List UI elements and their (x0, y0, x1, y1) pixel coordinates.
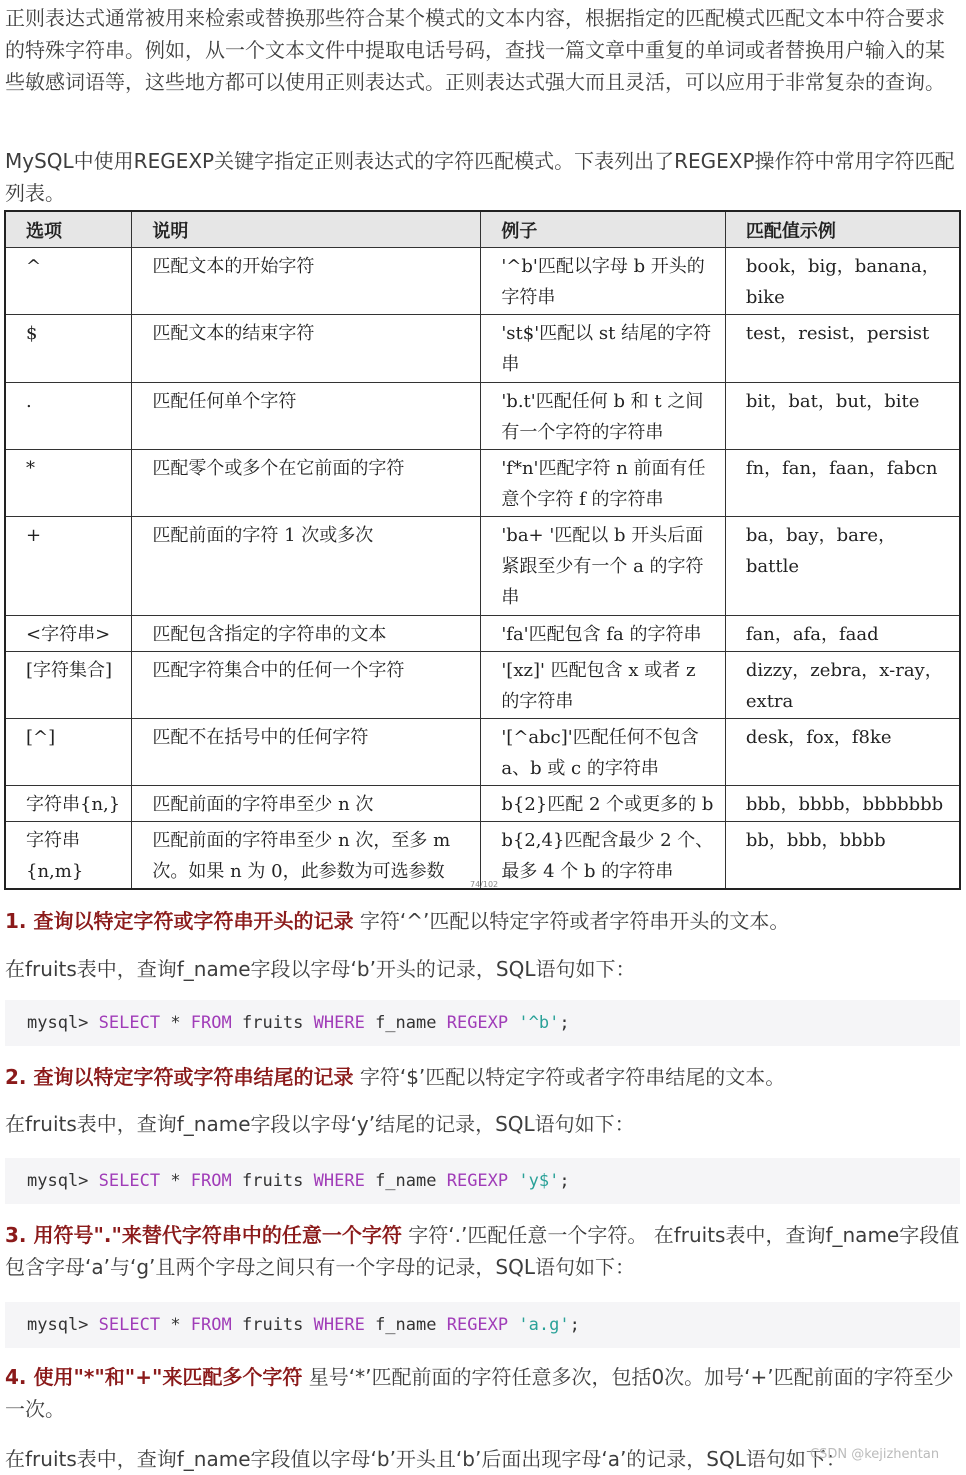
table-cell: 匹配不在括号中的任何字符 (132, 718, 481, 785)
section-2-sub: 在fruits表中，查询f_name字段以字母‘y’结尾的记录，SQL语句如下： (5, 1112, 635, 1136)
section-4-heading (5, 1361, 960, 1425)
intro-paragraph-mysql: MySQL中使用REGEXP关键字指定正则表达式的字符匹配模式。下表列出了REGEXP操作符中常用字符匹配列表。 (5, 149, 955, 205)
table-cell: [字符集合] (5, 651, 132, 718)
table-row (5, 248, 960, 315)
section-desc: 星号‘*’匹配前面的字符任意多次，包括0次。加号‘+’匹配前面的字符至少一次。 (5, 1365, 954, 1421)
table-cell: 匹配文本的开始字符 (132, 248, 481, 315)
table-header-cell: 说明 (132, 211, 481, 248)
table-cell: '^b'匹配以字母 b 开头的字符串 (481, 248, 726, 315)
table-cell: + (5, 517, 132, 616)
table-cell: $ (5, 315, 132, 382)
section-4-sub: 在fruits表中，查询f_name字段值以字母‘b’开头且‘b’后面出现字母‘a’的记录，SQL语句如下： (5, 1447, 846, 1471)
table-cell: fn，fan，faan，fabcn (725, 449, 960, 516)
table-cell: 'f*n'匹配字符 n 前面有任意个字符 f 的字符串 (481, 449, 726, 516)
section-title: 3. 用符号"."来替代字符串中的任意一个字符 (5, 1223, 402, 1247)
section-desc: 字符‘$’匹配以特定字符或者字符串结尾的文本。 (353, 1065, 786, 1089)
section-2-heading (5, 1061, 960, 1093)
table-cell: bit，bat，but，bite (725, 382, 960, 449)
table-cell: test，resist，persist (725, 315, 960, 382)
table-cell: 匹配前面的字符 1 次或多次 (132, 517, 481, 616)
csdn-watermark: CSDN @kejizhentan (810, 1447, 940, 1462)
table-cell: bb，bbb，bbbb (725, 821, 960, 889)
table-cell: 匹配前面的字符串至少 n 次 (132, 786, 481, 822)
table-cell: b{2}匹配 2 个或更多的 b (481, 786, 726, 822)
page-mark: 74/102 (470, 880, 499, 889)
table-cell: * (5, 449, 132, 516)
section-title: 1. 查询以特定字符或字符串开头的记录 (5, 909, 354, 933)
table-cell: 匹配包含指定的字符串的文本 (132, 615, 481, 651)
table-row (5, 718, 960, 785)
table-row (5, 315, 960, 382)
section-3-heading (5, 1219, 960, 1283)
table-cell: 'st$'匹配以 st 结尾的字符串 (481, 315, 726, 382)
section-1-sub: 在fruits表中，查询f_name字段以字母‘b’开头的记录，SQL语句如下： (5, 957, 636, 981)
regex-table (4, 210, 961, 890)
table-cell: 匹配任何单个字符 (132, 382, 481, 449)
table-cell: . (5, 382, 132, 449)
table-row (5, 651, 960, 718)
table-header-cell: 选项 (5, 211, 132, 248)
table-cell: <字符串> (5, 615, 132, 651)
table-cell: 字符串{n,} (5, 786, 132, 822)
table-row (5, 382, 960, 449)
table-cell: 匹配文本的结束字符 (132, 315, 481, 382)
section-title: 4. 使用"*"和"+"来匹配多个字符 (5, 1365, 303, 1389)
section-desc: 字符‘.’匹配任意一个字符。 在fruits表中，查询f_name字段值包含字母‘a’与‘g’且两个字母之间只有一个字母的记录，SQL语句如下： (5, 1223, 960, 1279)
table-cell: 字符串{n,m} (5, 821, 132, 889)
section-title: 2. 查询以特定字符或字符串结尾的记录 (5, 1065, 354, 1089)
table-cell: 'ba+ '匹配以 b 开头后面紧跟至少有一个 a 的字符串 (481, 517, 726, 616)
table-cell: '[^abc]'匹配任何不包含 a、b 或 c 的字符串 (481, 718, 726, 785)
table-cell: book，big，banana，bike (725, 248, 960, 315)
table-header-cell: 例子 (481, 211, 726, 248)
table-row (5, 449, 960, 516)
table-cell: ba，bay，bare，battle (725, 517, 960, 616)
table-cell: b{2,4}匹配含最少 2 个、最多 4 个 b 的字符串 (481, 821, 726, 889)
table-cell: dizzy，zebra，x-ray，extra (725, 651, 960, 718)
table-cell: 匹配前面的字符串至少 n 次，至多 m 次。如果 n 为 0，此参数为可选参数 (132, 821, 481, 889)
table-cell: 'b.t'匹配任何 b 和 t 之间有一个字符的字符串 (481, 382, 726, 449)
table-cell: desk，fox，f8ke (725, 718, 960, 785)
table-header-row (5, 211, 960, 248)
code-block: mysql> SELECT * FROM fruits WHERE f_name REGEXP '^b'; (5, 1000, 960, 1046)
table-row (5, 615, 960, 651)
table-row (5, 517, 960, 616)
table-header-cell: 匹配值示例 (725, 211, 960, 248)
code-block: mysql> SELECT * FROM fruits WHERE f_name REGEXP 'a.g'; (5, 1302, 960, 1348)
table-cell: 匹配字符集合中的任何一个字符 (132, 651, 481, 718)
section-1-heading (5, 905, 960, 937)
table-row (5, 821, 960, 889)
code-block: mysql> SELECT * FROM fruits WHERE f_name REGEXP 'y$'; (5, 1158, 960, 1204)
table-cell: '[xz]' 匹配包含 x 或者 z 的字符串 (481, 651, 726, 718)
table-row (5, 786, 960, 822)
section-desc: 字符‘^’匹配以特定字符或者字符串开头的文本。 (353, 909, 790, 933)
table-cell: ^ (5, 248, 132, 315)
table-cell: fan，afa，faad (725, 615, 960, 651)
table-cell: 'fa'匹配包含 fa 的字符串 (481, 615, 726, 651)
table-cell: [^] (5, 718, 132, 785)
table-cell: 匹配零个或多个在它前面的字符 (132, 449, 481, 516)
table-cell: bbb，bbbb，bbbbbbb (725, 786, 960, 822)
intro-paragraph: 正则表达式通常被用来检索或替换那些符合某个模式的文本内容，根据指定的匹配模式匹配文本中符合要求的特殊字符串。例如，从一个文本文件中提取电话号码，查找一篇文章中重复的单词或者替换用户输入的某些敏感词语等，这些地方都可以使用正则表达式。正则表达式强大而且灵活，可以应用于非常复杂的查询。 (5, 6, 945, 94)
